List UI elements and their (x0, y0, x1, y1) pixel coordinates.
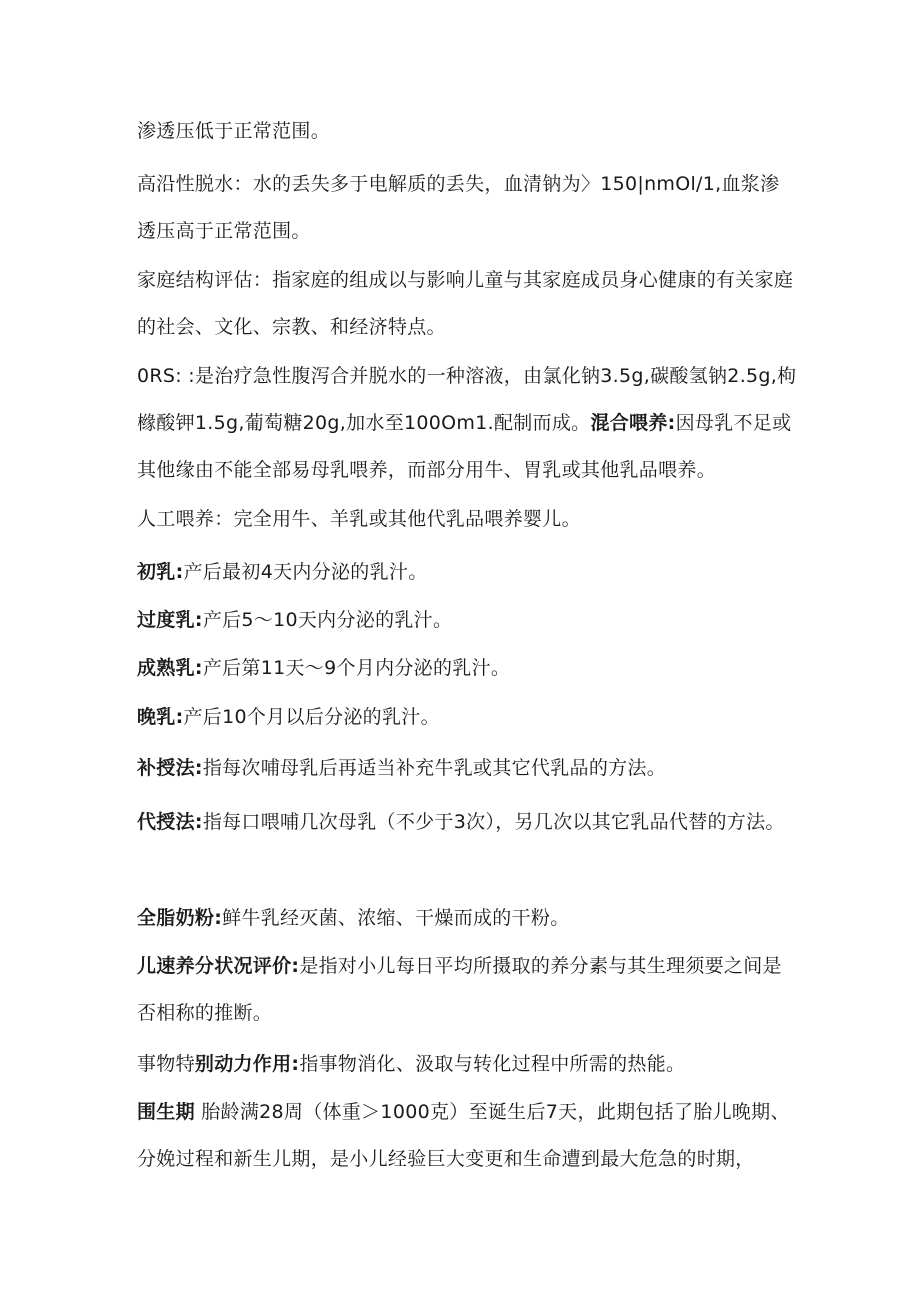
paragraph-text: 家庭结构评估：指家庭的组成以与影响儿童与其家庭成员身心健康的有关家庭的社会、文化、宗教、和经济特点。 (137, 269, 794, 338)
paragraph-text: 产后5〜10天内分泌的乳汁。 (202, 609, 453, 631)
term-substitution-method: 代授法: (137, 811, 203, 833)
paragraph-supplementary-method (137, 745, 797, 792)
paragraph-artificial-feeding (137, 496, 797, 543)
paragraph-text: 产后第11天～9个月内分泌的乳汁。 (202, 657, 511, 679)
paragraph-text: 产后10个月以后分泌的乳汁。 (183, 706, 440, 728)
term-perinatal-period: 围生期 (137, 1101, 195, 1123)
paragraph-family-structure (137, 257, 797, 351)
paragraph-text: 是指对小儿每日平均所摄取的养分素与其生理须要之间是否相称的推断。 (137, 955, 782, 1024)
paragraph-text: 鲜牛乳经灭菌、浓缩、干燥而成的干粉。 (222, 907, 570, 929)
term-supplementary-method: 补授法: (137, 757, 203, 779)
paragraph-text: 胎龄满28周（体重＞1000克）至诞生后7天，此期包括了胎儿晚期、分娩过程和新生儿期，是小儿经验巨大变更和生命遭到最大危急的时期， (137, 1101, 790, 1170)
paragraph-substitution-method (137, 799, 797, 846)
paragraph-text: 产后最初4天内分泌的乳汁。 (183, 561, 428, 583)
paragraph-ors-and-mixed-feeding (137, 353, 797, 494)
paragraph-text: 0RS: :是治疗急性腹泻合并脱水的一种溶液，由氯化钠3.5g,碳酸氢钠2.5g,枸橼酸钾1.5g,葡萄糖20g,加水至100Om1.配制而成。 (137, 365, 797, 434)
paragraph-whole-milk-powder (137, 895, 797, 942)
term-colostrum: 初乳: (137, 561, 184, 583)
paragraph-text: 因母乳不足或其他缘由不能全部易母乳喂养，而部分用牛、胃乳或其他乳品喂养。 (137, 412, 792, 481)
paragraph-mature-milk (137, 645, 797, 692)
paragraph-text: 渗透压低于正常范围。 (137, 120, 331, 142)
paragraph-text: 指每次哺母乳后再适当补充牛乳或其它代乳品的方法。 (202, 757, 667, 779)
paragraph-colostrum (137, 549, 797, 596)
paragraph-text: 人工喂养：完全用牛、羊乳或其他代乳品喂养婴儿。 (137, 508, 581, 530)
term-mature-milk: 成熟乳: (137, 657, 203, 679)
paragraph-hypernatremic-dehydration (137, 161, 797, 255)
paragraph-perinatal-period (137, 1089, 797, 1183)
term-specific-dynamic-action: 别动力作用: (194, 1053, 300, 1075)
paragraph-text: 指事物消化、汲取与转化过程中所需的热能。 (299, 1053, 686, 1075)
paragraph-nutrition-assessment (137, 943, 797, 1037)
paragraph-transitional-milk (137, 597, 797, 644)
term-late-milk: 晚乳: (137, 706, 184, 728)
paragraph-text: 高沿性脱水：水的丢失多于电解质的丢失，血清钠为〉150|nmOl/1,血浆渗透压高于正常范围。 (137, 173, 780, 242)
paragraph-osmotic-continuation (137, 108, 797, 155)
paragraph-prefix: 事物特 (137, 1053, 195, 1075)
term-whole-milk-powder: 全脂奶粉: (137, 907, 223, 929)
paragraph-late-milk (137, 694, 797, 741)
term-nutrition-assessment: 儿速养分状况评价: (137, 955, 300, 977)
term-mixed-feeding: 混合喂养: (590, 412, 676, 434)
term-transitional-milk: 过度乳: (137, 609, 203, 631)
paragraph-specific-dynamic-action (137, 1041, 797, 1088)
paragraph-text: 指每口喂哺几次母乳（不少于3次），另几次以其它乳品代替的方法。 (202, 811, 785, 833)
